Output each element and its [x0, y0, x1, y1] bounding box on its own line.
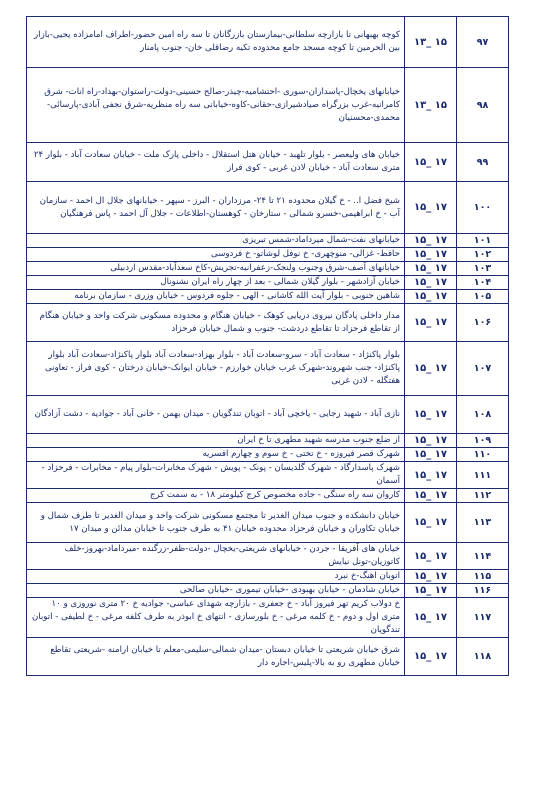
row-number-cell: ۱۱۱: [457, 462, 509, 489]
table-row: [27, 248, 509, 262]
time-cell: ۱۵_ ۱۷: [405, 276, 457, 290]
table-row: [27, 503, 509, 543]
time-cell: ۱۵_ ۱۷: [405, 584, 457, 598]
area-cell: خیابانهای یخچال-پاسداران-سوری -احتشامیه-چیذر-صالح حسینی-دولت-راستوان-بهداد-راه انات- شرق کامرانیه-غرب بزرگراه صیادشیرازی-حقانی-کاوه-خیابانی سه راه منظریه-شرق نجفی آبادی-پارسائی-محمدی-محسنیان: [27, 68, 405, 143]
time-cell: ۱۵_ ۱۷: [405, 434, 457, 448]
table-row: [27, 17, 509, 68]
row-number-cell: ۱۱۵: [457, 570, 509, 584]
time-cell: ۱۵_ ۱۷: [405, 570, 457, 584]
row-number-cell: ۱۰۰: [457, 182, 509, 234]
row-number-cell: ۱۱۰: [457, 448, 509, 462]
row-number-cell: ۱۰۸: [457, 396, 509, 434]
area-cell: خیابان های ولیعصر - بلوار تلهبد - خیابان هتل استقلال - داخلی پارک ملت - خیابان سعادت آباد - بلوار ۲۴ متری سعادت آباد - خیابان لادن غربی - کوی فراز: [27, 143, 405, 182]
time-cell: ۱۵_ ۱۷: [405, 598, 457, 638]
area-cell: کاروان سه راه سنگی - جاده مخصوص کرج کیلومتر ۱۸ - به سمت کرج: [27, 489, 405, 503]
area-cell: بلوار پاکنژاد - سعادت آباد - سرو-سعادت آباد - بلوار بهزاد-سعادت آباد بلوار پاکنژاد-سعادت آباد بلوار پاکنژاد- جنب شهروند-شهرک غرب خیابان خوارزم - خیابان ایوانک-خیابان درختان - کوی فراز - تعاونی هفتگله - لادن غربی: [27, 342, 405, 396]
table-row: [27, 584, 509, 598]
row-number-cell: ۱۰۶: [457, 304, 509, 342]
time-cell: ۱۵_ ۱۷: [405, 262, 457, 276]
area-cell: شاهین جنوبی - بلوار آیت الله کاشانی - الهی - جلوه فردوس - خیابان وزری - سازمان برنامه: [27, 290, 405, 304]
row-number-cell: ۱۱۳: [457, 503, 509, 543]
time-cell: ۱۳_ ۱۵: [405, 17, 457, 68]
area-cell: از ضلع جنوب مدرسه شهید مطهری تا خ ایران: [27, 434, 405, 448]
row-number-cell: ۱۰۳: [457, 262, 509, 276]
table-row: [27, 68, 509, 143]
row-number-cell: ۱۰۲: [457, 248, 509, 262]
time-cell: ۱۵_ ۱۷: [405, 234, 457, 248]
row-number-cell: ۱۱۸: [457, 638, 509, 676]
time-cell: ۱۵_ ۱۷: [405, 638, 457, 676]
table-row: [27, 448, 509, 462]
row-number-cell: ۱۰۹: [457, 434, 509, 448]
time-cell: ۱۵_ ۱۷: [405, 503, 457, 543]
area-cell: خ دولاب کریم تهر فیروز آباد - خ جعفری - بازارچه شهدای عباسی- جوادیه خ ۲۰ متری نوروزی و ۱۰ متری اول و دوم - خ کلمه مرغی - خ بلورسازی - انتهای خ ابوذر به طرف کلفه مرغی - خ لطیفی - اتوبان تندگویان: [27, 598, 405, 638]
time-cell: ۱۵_ ۱۷: [405, 342, 457, 396]
row-number-cell: ۱۰۵: [457, 290, 509, 304]
area-cell: خیابان های آفریقا - جردن - خیابانهای شریعتی-یخچال -دولت-ظفر-زرگنده -میرداماد-بهروز-خلف کاتوزیان-تونل نیایش: [27, 543, 405, 570]
area-cell: کوچه بهبهانی تا بازارچه سلطانی-بیمارستان بازرگانان تا سه راه امین حضور-اطراف امامزاده یحیی-بازار بین الحرمین تا کوچه مسجد جامع محدوده تکیه رضاقلی خان- جنوب پامنار: [27, 17, 405, 68]
time-cell: ۱۵_ ۱۷: [405, 143, 457, 182]
table-row: [27, 598, 509, 638]
table-row: [27, 143, 509, 182]
row-number-cell: ۱۰۷: [457, 342, 509, 396]
area-cell: خیابانهای آصف-شرق وجنوب ولنجک-زعفرانیه-تجریش-کاخ سعدآباد-مقدس اردبیلی: [27, 262, 405, 276]
schedule-rows: [27, 17, 509, 676]
time-cell: ۱۵_ ۱۷: [405, 396, 457, 434]
table-row: [27, 290, 509, 304]
schedule-table: [26, 16, 509, 676]
time-cell: ۱۵_ ۱۷: [405, 304, 457, 342]
area-cell: شهرک قصر فیروزه - خ تختی - خ سوم و چهارم افسریه: [27, 448, 405, 462]
time-cell: ۱۳_ ۱۵: [405, 68, 457, 143]
table-row: [27, 182, 509, 234]
table-row: [27, 570, 509, 584]
area-cell: شیخ فضل ا.. - خ گیلان محدوده ۲۱ تا ۲۴- مرزداران - البرز - سپهر - خیابانهای جلال ال احمد - سازمان آب - خ ابراهیمی-خسرو شمالی - ستارخان - کوهستان-اطلاعات - جلال آل احمد - پاس فرهنگیان: [27, 182, 405, 234]
area-cell: اتوبان اهنگ-خ نبرد: [27, 570, 405, 584]
area-cell: خیابانهای نفت-شمال میرداماد-شمس تبریزی: [27, 234, 405, 248]
time-cell: ۱۵_ ۱۷: [405, 489, 457, 503]
table-row: [27, 342, 509, 396]
time-cell: ۱۵_ ۱۷: [405, 290, 457, 304]
area-cell: مدار داخلی پادگان نیروی دریایی کوهک - خیابان هنگام و محدوده مسکونی شرکت واحد و خیابان هنگام از تقاطع فرحزاد تا تقاطع دردشت- جنوب و شمال خیابان فرحزاد: [27, 304, 405, 342]
row-number-cell: ۱۰۱: [457, 234, 509, 248]
row-number-cell: ۱۱۲: [457, 489, 509, 503]
row-number-cell: ۱۱۷: [457, 598, 509, 638]
time-cell: ۱۵_ ۱۷: [405, 182, 457, 234]
area-cell: خیابان دانشکده و جنوب میدان الغدیر تا مجتمع مسکونی شرکت واحد و میدان الغدیر تا طرف شمال و خیابان تکاوران و خیابان فرحزاد محدوده خیابان ۴۱ به طرف جنوب تا خیابان مدائن و میدان ۱۷: [27, 503, 405, 543]
table-row: [27, 489, 509, 503]
table-row: [27, 234, 509, 248]
row-number-cell: ۹۷: [457, 17, 509, 68]
area-cell: نازی آباد - شهید رجایی - یاخچی آباد - اتوبان تندگویان - میدان بهمن - خانی آباد - جوادیه - دشت آزادگان: [27, 396, 405, 434]
time-cell: ۱۵_ ۱۷: [405, 462, 457, 489]
area-cell: شرق خیابان شریعتی تا خیابان دبستان -میدان شمالی-سلیمی-معلم تا خیابان ارامنه -شریعتی تقاطع خیابان مطهری رو به بالا-پلیس-اجاره دار: [27, 638, 405, 676]
table-row: [27, 462, 509, 489]
table-row: [27, 304, 509, 342]
table-row: [27, 396, 509, 434]
area-cell: خیابان شادمان - خیابان بهبودی -خیابان تیموری -خیابان صالحی: [27, 584, 405, 598]
row-number-cell: ۱۱۴: [457, 543, 509, 570]
time-cell: ۱۵_ ۱۷: [405, 543, 457, 570]
time-cell: ۱۵_ ۱۷: [405, 248, 457, 262]
table-row: [27, 638, 509, 676]
row-number-cell: ۱۱۶: [457, 584, 509, 598]
table-row: [27, 276, 509, 290]
row-number-cell: ۹۹: [457, 143, 509, 182]
area-cell: خیابان آزادشهر - بلوار گیلان شمالی - بعد از چهار راه ایران نشنونال: [27, 276, 405, 290]
table-row: [27, 262, 509, 276]
area-cell: شهرک پاسدارگاد - شهرک گلدیسان - پونک - پویش - شهرک مخابرات-بلوار پیام - مخابرات - فرحزاد - آسمان: [27, 462, 405, 489]
row-number-cell: ۹۸: [457, 68, 509, 143]
row-number-cell: ۱۰۴: [457, 276, 509, 290]
area-cell: حافظ- غزالی- منوچهری- خ نوفل لوشاتو- خ فردوسی: [27, 248, 405, 262]
time-cell: ۱۵_ ۱۷: [405, 448, 457, 462]
table-row: [27, 434, 509, 448]
table-row: [27, 543, 509, 570]
